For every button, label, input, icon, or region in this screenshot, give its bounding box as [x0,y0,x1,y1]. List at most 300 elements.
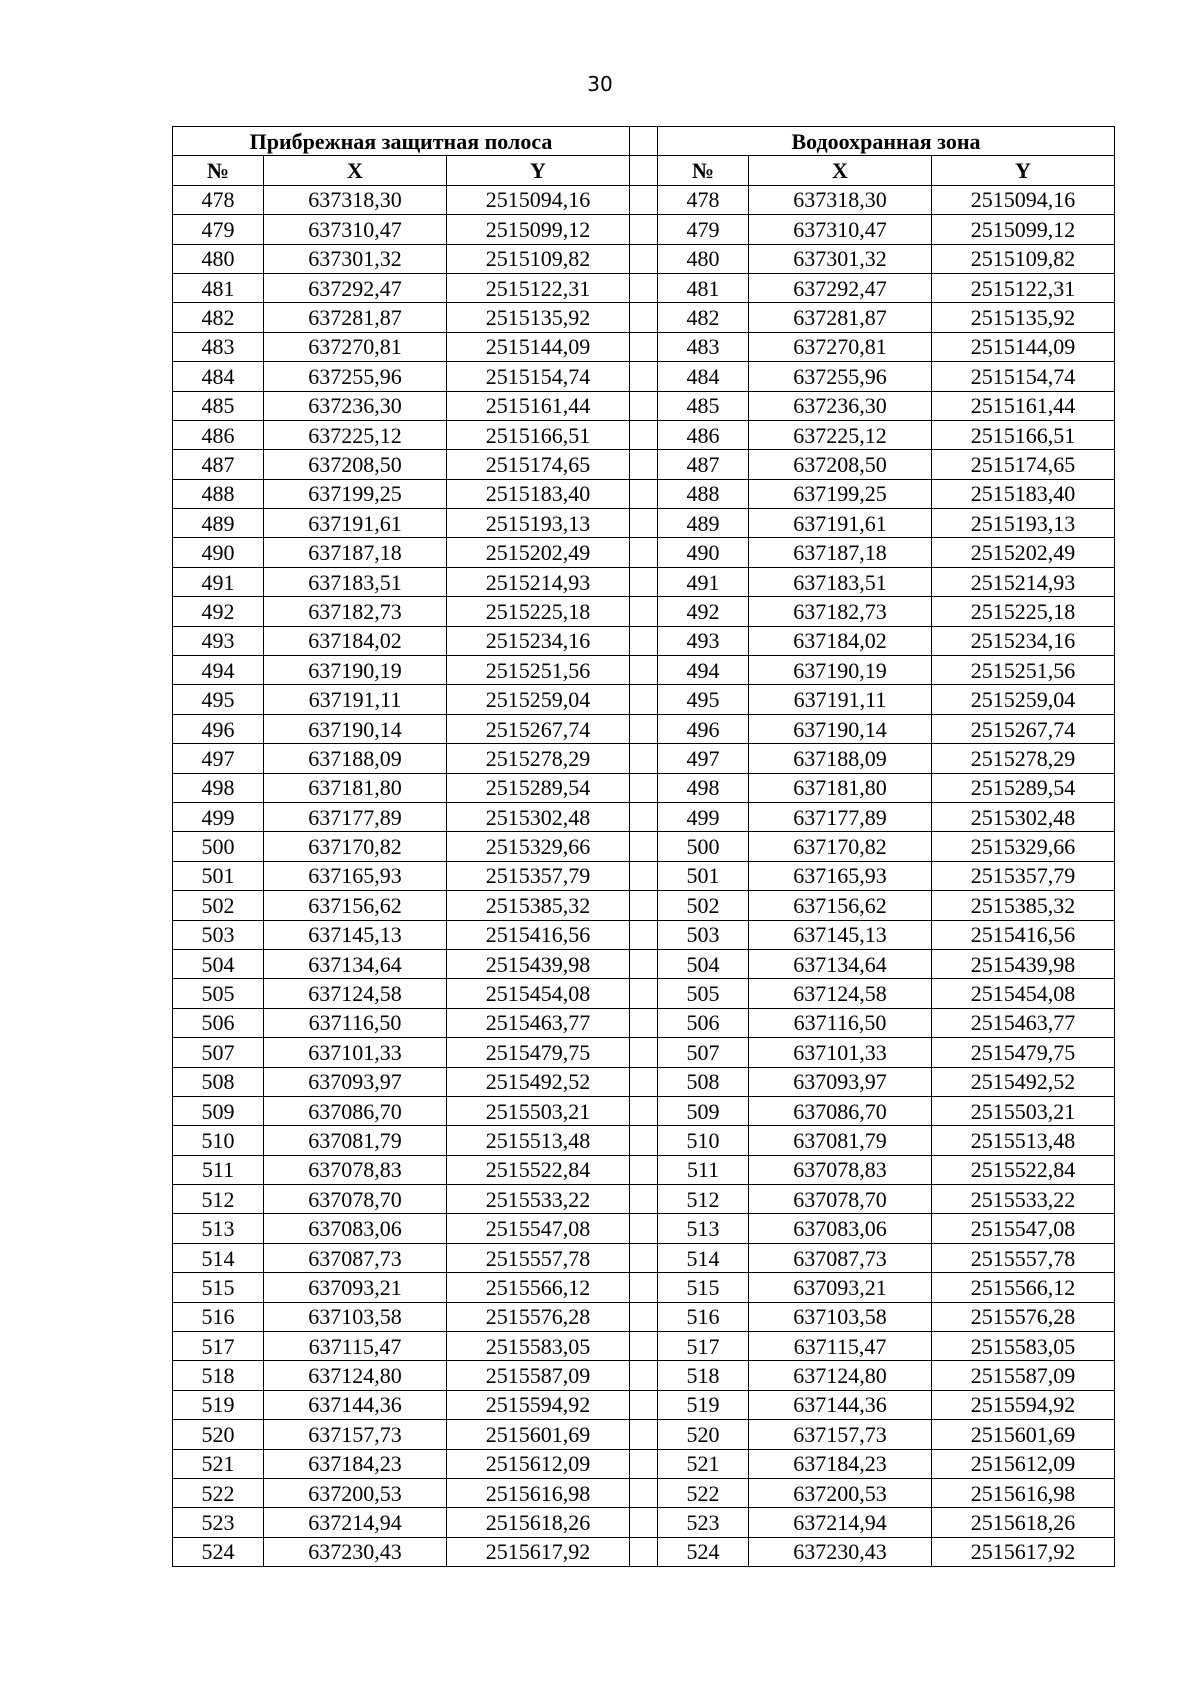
left-number-header: № [173,156,264,185]
left-point-number-cell: 497 [173,744,264,773]
table-row [173,1096,1115,1125]
left-x-coordinate-cell: 637116,50 [264,1008,447,1037]
column-gap [630,1185,658,1214]
right-point-number-cell: 479 [658,215,749,244]
right-x-coordinate-cell: 637116,50 [749,1008,932,1037]
table-row [173,1126,1115,1155]
right-y-coordinate-cell: 2515533,22 [932,1185,1115,1214]
left-y-coordinate-cell: 2515566,12 [447,1273,630,1302]
left-point-number-cell: 521 [173,1449,264,1478]
table-row [173,861,1115,890]
left-x-header: X [264,156,447,185]
left-x-coordinate-cell: 637301,32 [264,244,447,273]
right-y-coordinate-cell: 2515594,92 [932,1390,1115,1419]
right-x-coordinate-cell: 637134,64 [749,949,932,978]
left-y-coordinate-cell: 2515587,09 [447,1361,630,1390]
right-y-coordinate-cell: 2515214,93 [932,567,1115,596]
right-x-header: X [749,156,932,185]
water-protection-zone-title: Водоохранная зона [658,127,1115,156]
table-row [173,185,1115,214]
table-row [173,802,1115,831]
left-point-number-cell: 505 [173,979,264,1008]
right-point-number-cell: 523 [658,1508,749,1537]
left-y-coordinate-cell: 2515617,92 [447,1537,630,1566]
column-gap [630,744,658,773]
left-y-coordinate-cell: 2515174,65 [447,450,630,479]
left-point-number-cell: 496 [173,714,264,743]
left-x-coordinate-cell: 637184,23 [264,1449,447,1478]
right-y-coordinate-cell: 2515251,56 [932,656,1115,685]
right-y-coordinate-cell: 2515557,78 [932,1243,1115,1272]
left-y-coordinate-cell: 2515416,56 [447,920,630,949]
right-point-number-cell: 516 [658,1302,749,1331]
left-y-coordinate-cell: 2515225,18 [447,597,630,626]
column-gap [630,479,658,508]
left-x-coordinate-cell: 637230,43 [264,1537,447,1566]
right-x-coordinate-cell: 637181,80 [749,773,932,802]
table-row [173,567,1115,596]
column-gap [630,303,658,332]
column-gap [630,685,658,714]
left-y-coordinate-cell: 2515329,66 [447,832,630,861]
right-x-coordinate-cell: 637318,30 [749,185,932,214]
right-point-number-cell: 495 [658,685,749,714]
right-y-coordinate-cell: 2515522,84 [932,1155,1115,1184]
column-gap [630,1038,658,1067]
right-x-coordinate-cell: 637191,61 [749,509,932,538]
right-x-coordinate-cell: 637191,11 [749,685,932,714]
left-point-number-cell: 524 [173,1537,264,1566]
table-row [173,1420,1115,1449]
right-x-coordinate-cell: 637101,33 [749,1038,932,1067]
left-y-coordinate-cell: 2515618,26 [447,1508,630,1537]
left-y-coordinate-cell: 2515234,16 [447,626,630,655]
right-point-number-cell: 481 [658,273,749,302]
left-point-number-cell: 490 [173,538,264,567]
right-x-coordinate-cell: 637270,81 [749,332,932,361]
right-x-coordinate-cell: 637184,23 [749,1449,932,1478]
column-gap [630,714,658,743]
left-point-number-cell: 513 [173,1214,264,1243]
right-point-number-cell: 483 [658,332,749,361]
table-row [173,538,1115,567]
left-y-coordinate-cell: 2515289,54 [447,773,630,802]
right-x-coordinate-cell: 637078,83 [749,1155,932,1184]
left-y-coordinate-cell: 2515099,12 [447,215,630,244]
table-row [173,215,1115,244]
table-row [173,920,1115,949]
left-y-coordinate-cell: 2515193,13 [447,509,630,538]
column-gap [630,1302,658,1331]
table-row [173,303,1115,332]
left-x-coordinate-cell: 637078,70 [264,1185,447,1214]
column-gap [630,273,658,302]
table-row [173,1478,1115,1507]
left-point-number-cell: 509 [173,1096,264,1125]
table-row [173,1008,1115,1037]
left-y-coordinate-cell: 2515576,28 [447,1302,630,1331]
right-y-coordinate-cell: 2515612,09 [932,1449,1115,1478]
column-gap [630,156,658,185]
right-x-coordinate-cell: 637087,73 [749,1243,932,1272]
right-y-coordinate-cell: 2515122,31 [932,273,1115,302]
left-point-number-cell: 519 [173,1390,264,1419]
column-gap [630,391,658,420]
column-gap [630,244,658,273]
left-point-number-cell: 480 [173,244,264,273]
left-x-coordinate-cell: 637093,21 [264,1273,447,1302]
right-point-number-cell: 499 [658,802,749,831]
left-x-coordinate-cell: 637190,19 [264,656,447,685]
left-point-number-cell: 487 [173,450,264,479]
left-point-number-cell: 499 [173,802,264,831]
left-point-number-cell: 518 [173,1361,264,1390]
table-row [173,979,1115,1008]
right-point-number-cell: 498 [658,773,749,802]
left-y-coordinate-cell: 2515616,98 [447,1478,630,1507]
right-point-number-cell: 522 [658,1478,749,1507]
right-x-coordinate-cell: 637145,13 [749,920,932,949]
left-x-coordinate-cell: 637078,83 [264,1155,447,1184]
right-point-number-cell: 488 [658,479,749,508]
table-row [173,714,1115,743]
right-point-number-cell: 524 [658,1537,749,1566]
right-point-number-cell: 502 [658,891,749,920]
right-x-coordinate-cell: 637214,94 [749,1508,932,1537]
left-x-coordinate-cell: 637292,47 [264,273,447,302]
table-row [173,244,1115,273]
right-x-coordinate-cell: 637310,47 [749,215,932,244]
right-y-coordinate-cell: 2515267,74 [932,714,1115,743]
right-y-coordinate-cell: 2515616,98 [932,1478,1115,1507]
left-x-coordinate-cell: 637214,94 [264,1508,447,1537]
left-y-coordinate-cell: 2515135,92 [447,303,630,332]
left-point-number-cell: 515 [173,1273,264,1302]
left-y-coordinate-cell: 2515601,69 [447,1420,630,1449]
left-point-number-cell: 502 [173,891,264,920]
right-point-number-cell: 500 [658,832,749,861]
column-gap [630,1332,658,1361]
table-row [173,1537,1115,1566]
right-y-coordinate-cell: 2515416,56 [932,920,1115,949]
right-y-coordinate-cell: 2515202,49 [932,538,1115,567]
left-x-coordinate-cell: 637236,30 [264,391,447,420]
left-x-coordinate-cell: 637145,13 [264,920,447,949]
left-point-number-cell: 498 [173,773,264,802]
column-gap [630,332,658,361]
left-x-coordinate-cell: 637087,73 [264,1243,447,1272]
right-point-number-cell: 496 [658,714,749,743]
column-gap [630,362,658,391]
table-row [173,1038,1115,1067]
right-point-number-cell: 519 [658,1390,749,1419]
left-y-coordinate-cell: 2515109,82 [447,244,630,273]
table-row [173,509,1115,538]
right-x-coordinate-cell: 637190,14 [749,714,932,743]
left-point-number-cell: 484 [173,362,264,391]
left-y-coordinate-cell: 2515454,08 [447,979,630,1008]
column-gap [630,1155,658,1184]
right-point-number-cell: 509 [658,1096,749,1125]
right-x-coordinate-cell: 637124,80 [749,1361,932,1390]
right-point-number-cell: 484 [658,362,749,391]
right-x-coordinate-cell: 637183,51 [749,567,932,596]
column-gap [630,656,658,685]
table-row [173,391,1115,420]
left-y-coordinate-cell: 2515144,09 [447,332,630,361]
left-point-number-cell: 516 [173,1302,264,1331]
left-x-coordinate-cell: 637281,87 [264,303,447,332]
right-x-coordinate-cell: 637301,32 [749,244,932,273]
left-y-coordinate-cell: 2515357,79 [447,861,630,890]
table-row [173,744,1115,773]
column-gap [630,1478,658,1507]
left-point-number-cell: 500 [173,832,264,861]
right-y-coordinate-cell: 2515259,04 [932,685,1115,714]
left-point-number-cell: 511 [173,1155,264,1184]
column-gap [630,509,658,538]
column-gap [630,1067,658,1096]
right-point-number-cell: 494 [658,656,749,685]
right-x-coordinate-cell: 637165,93 [749,861,932,890]
right-point-number-cell: 511 [658,1155,749,1184]
left-x-coordinate-cell: 637184,02 [264,626,447,655]
right-point-number-cell: 482 [658,303,749,332]
table-row [173,832,1115,861]
left-y-coordinate-cell: 2515302,48 [447,802,630,831]
table-row [173,656,1115,685]
right-y-coordinate-cell: 2515618,26 [932,1508,1115,1537]
right-x-coordinate-cell: 637093,21 [749,1273,932,1302]
left-point-number-cell: 493 [173,626,264,655]
left-y-coordinate-cell: 2515547,08 [447,1214,630,1243]
left-y-coordinate-cell: 2515594,92 [447,1390,630,1419]
coordinates-table [172,126,1115,1567]
left-point-number-cell: 512 [173,1185,264,1214]
right-y-coordinate-cell: 2515492,52 [932,1067,1115,1096]
right-x-coordinate-cell: 637081,79 [749,1126,932,1155]
right-y-coordinate-cell: 2515547,08 [932,1214,1115,1243]
right-x-coordinate-cell: 637200,53 [749,1478,932,1507]
left-x-coordinate-cell: 637170,82 [264,832,447,861]
right-x-coordinate-cell: 637103,58 [749,1302,932,1331]
table-row [173,479,1115,508]
left-x-coordinate-cell: 637183,51 [264,567,447,596]
right-y-coordinate-cell: 2515225,18 [932,597,1115,626]
left-x-coordinate-cell: 637318,30 [264,185,447,214]
right-y-header: Y [932,156,1115,185]
column-gap [630,450,658,479]
table-row [173,420,1115,449]
right-y-coordinate-cell: 2515302,48 [932,802,1115,831]
table-row [173,1067,1115,1096]
left-x-coordinate-cell: 637165,93 [264,861,447,890]
table-row [173,1155,1115,1184]
left-x-coordinate-cell: 637093,97 [264,1067,447,1096]
right-y-coordinate-cell: 2515601,69 [932,1420,1115,1449]
right-y-coordinate-cell: 2515135,92 [932,303,1115,332]
column-gap [630,1449,658,1478]
column-gap [630,597,658,626]
right-point-number-cell: 493 [658,626,749,655]
left-point-number-cell: 488 [173,479,264,508]
left-point-number-cell: 478 [173,185,264,214]
left-point-number-cell: 504 [173,949,264,978]
left-x-coordinate-cell: 637310,47 [264,215,447,244]
table-row [173,273,1115,302]
right-x-coordinate-cell: 637190,19 [749,656,932,685]
right-y-coordinate-cell: 2515094,16 [932,185,1115,214]
right-x-coordinate-cell: 637199,25 [749,479,932,508]
column-gap [630,979,658,1008]
column-gap [630,1126,658,1155]
right-point-number-cell: 501 [658,861,749,890]
left-y-coordinate-cell: 2515439,98 [447,949,630,978]
column-gap [630,1537,658,1566]
left-point-number-cell: 517 [173,1332,264,1361]
right-y-coordinate-cell: 2515329,66 [932,832,1115,861]
left-y-coordinate-cell: 2515533,22 [447,1185,630,1214]
right-x-coordinate-cell: 637255,96 [749,362,932,391]
left-point-number-cell: 501 [173,861,264,890]
left-point-number-cell: 483 [173,332,264,361]
left-y-coordinate-cell: 2515259,04 [447,685,630,714]
left-y-coordinate-cell: 2515385,32 [447,891,630,920]
left-x-coordinate-cell: 637103,58 [264,1302,447,1331]
table-row [173,362,1115,391]
right-point-number-cell: 489 [658,509,749,538]
left-y-coordinate-cell: 2515161,44 [447,391,630,420]
left-y-coordinate-cell: 2515166,51 [447,420,630,449]
left-x-coordinate-cell: 637177,89 [264,802,447,831]
right-point-number-cell: 478 [658,185,749,214]
left-x-coordinate-cell: 637187,18 [264,538,447,567]
table-title-row [173,127,1115,156]
right-x-coordinate-cell: 637144,36 [749,1390,932,1419]
table-row [173,626,1115,655]
left-point-number-cell: 494 [173,656,264,685]
right-point-number-cell: 480 [658,244,749,273]
left-x-coordinate-cell: 637270,81 [264,332,447,361]
left-x-coordinate-cell: 637255,96 [264,362,447,391]
right-point-number-cell: 515 [658,1273,749,1302]
right-x-coordinate-cell: 637086,70 [749,1096,932,1125]
table-row [173,1390,1115,1419]
left-x-coordinate-cell: 637086,70 [264,1096,447,1125]
right-x-coordinate-cell: 637225,12 [749,420,932,449]
right-y-coordinate-cell: 2515576,28 [932,1302,1115,1331]
right-x-coordinate-cell: 637281,87 [749,303,932,332]
right-x-coordinate-cell: 637177,89 [749,802,932,831]
column-gap [630,626,658,655]
column-header-row [173,156,1115,185]
left-point-number-cell: 486 [173,420,264,449]
right-x-coordinate-cell: 637124,58 [749,979,932,1008]
left-x-coordinate-cell: 637208,50 [264,450,447,479]
column-gap [630,185,658,214]
right-y-coordinate-cell: 2515479,75 [932,1038,1115,1067]
right-point-number-cell: 490 [658,538,749,567]
left-point-number-cell: 508 [173,1067,264,1096]
table-row [173,597,1115,626]
column-gap [630,1096,658,1125]
table-row [173,1185,1115,1214]
left-y-coordinate-cell: 2515612,09 [447,1449,630,1478]
table-row [173,773,1115,802]
right-point-number-cell: 503 [658,920,749,949]
left-point-number-cell: 495 [173,685,264,714]
table-row [173,1243,1115,1272]
right-y-coordinate-cell: 2515385,32 [932,891,1115,920]
right-y-coordinate-cell: 2515278,29 [932,744,1115,773]
right-number-header: № [658,156,749,185]
left-point-number-cell: 479 [173,215,264,244]
right-x-coordinate-cell: 637236,30 [749,391,932,420]
table-body [173,185,1115,1566]
column-gap [630,1361,658,1390]
column-gap [630,1243,658,1272]
column-gap [630,802,658,831]
left-y-coordinate-cell: 2515251,56 [447,656,630,685]
left-point-number-cell: 485 [173,391,264,420]
left-y-coordinate-cell: 2515479,75 [447,1038,630,1067]
right-point-number-cell: 518 [658,1361,749,1390]
right-x-coordinate-cell: 637170,82 [749,832,932,861]
left-point-number-cell: 514 [173,1243,264,1272]
left-point-number-cell: 492 [173,597,264,626]
left-point-number-cell: 522 [173,1478,264,1507]
right-x-coordinate-cell: 637156,62 [749,891,932,920]
left-point-number-cell: 523 [173,1508,264,1537]
right-y-coordinate-cell: 2515183,40 [932,479,1115,508]
right-point-number-cell: 517 [658,1332,749,1361]
left-point-number-cell: 482 [173,303,264,332]
right-x-coordinate-cell: 637184,02 [749,626,932,655]
right-x-coordinate-cell: 637187,18 [749,538,932,567]
left-x-coordinate-cell: 637225,12 [264,420,447,449]
left-x-coordinate-cell: 637191,11 [264,685,447,714]
left-x-coordinate-cell: 637083,06 [264,1214,447,1243]
left-x-coordinate-cell: 637124,80 [264,1361,447,1390]
table-row [173,1302,1115,1331]
left-y-coordinate-cell: 2515183,40 [447,479,630,508]
right-point-number-cell: 513 [658,1214,749,1243]
column-gap [630,1214,658,1243]
table-row [173,1273,1115,1302]
right-point-number-cell: 485 [658,391,749,420]
right-y-coordinate-cell: 2515566,12 [932,1273,1115,1302]
left-y-coordinate-cell: 2515492,52 [447,1067,630,1096]
page-number: 30 [587,72,613,96]
column-gap [630,127,658,156]
column-gap [630,1390,658,1419]
left-x-coordinate-cell: 637200,53 [264,1478,447,1507]
right-x-coordinate-cell: 637182,73 [749,597,932,626]
right-x-coordinate-cell: 637208,50 [749,450,932,479]
table-row [173,1361,1115,1390]
column-gap [630,773,658,802]
right-point-number-cell: 486 [658,420,749,449]
right-y-coordinate-cell: 2515193,13 [932,509,1115,538]
left-point-number-cell: 503 [173,920,264,949]
left-x-coordinate-cell: 637190,14 [264,714,447,743]
left-x-coordinate-cell: 637124,58 [264,979,447,1008]
left-x-coordinate-cell: 637188,09 [264,744,447,773]
column-gap [630,1508,658,1537]
column-gap [630,861,658,890]
left-x-coordinate-cell: 637081,79 [264,1126,447,1155]
right-y-coordinate-cell: 2515099,12 [932,215,1115,244]
